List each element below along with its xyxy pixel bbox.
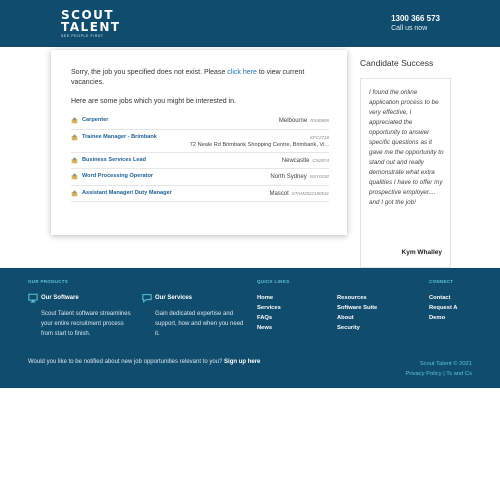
job-reference: RS40695: [310, 118, 329, 123]
candidate-success-heading: Candidate Success: [360, 58, 434, 68]
job-reference: CN2874: [312, 157, 329, 163]
site-header: [0, 0, 500, 47]
chat-bubble-icon: [142, 293, 152, 303]
job-location: North Sydney: [270, 174, 307, 180]
briefcase-icon: [71, 173, 78, 180]
footer-link-demo[interactable]: Demo: [429, 315, 446, 321]
job-location-block: [270, 173, 329, 181]
job-reference: KFC2716: [309, 134, 329, 140]
footer-link-news[interactable]: News: [257, 325, 273, 331]
our-services-heading[interactable]: [142, 293, 192, 303]
testimonial-author: Kym Whalley: [401, 249, 442, 256]
job-alert-text: Would you like to be notified about new job opportunities relevant to you?: [28, 359, 225, 365]
job-title[interactable]: Word Processing Operator: [82, 173, 154, 179]
job-reference: NSY0192: [309, 174, 329, 179]
job-location-block: [269, 190, 329, 198]
job-location-block: [190, 134, 329, 149]
testimonial-card: [360, 78, 451, 268]
our-products-heading: OUR PRODUCTS: [28, 279, 69, 284]
logo-tagline: SEE PEOPLE FIRST: [61, 34, 104, 38]
job-reference: STAM2022180531: [291, 190, 329, 196]
our-software-title[interactable]: Our Software: [41, 295, 79, 301]
logo-word-talent: TALENT: [61, 20, 121, 34]
phone-contact[interactable]: [391, 14, 440, 33]
site-footer: [0, 268, 500, 388]
job-address: 72 Neale Rd Brimbank Shopping Centre, Brimbank, Vi...: [189, 141, 329, 148]
footer-legal: [406, 359, 472, 379]
call-us-now-label: Call us now: [391, 25, 428, 32]
job-title[interactable]: Assistant Manager/ Duty Manager: [82, 189, 172, 196]
job-title[interactable]: Business Services Lead: [82, 156, 147, 163]
privacy-terms-links[interactable]: Privacy Policy | Ts and Cs: [405, 371, 472, 377]
quick-links-heading: QUICK LINKS: [257, 279, 290, 284]
footer-link-services[interactable]: Services: [257, 305, 281, 311]
our-services-description: Gain dedicated expertise and support, how and when you need it.: [155, 311, 244, 337]
our-software-heading[interactable]: [28, 293, 79, 303]
job-row[interactable]: [71, 169, 329, 186]
job-location-block: [282, 157, 329, 165]
job-row[interactable]: [71, 130, 329, 153]
our-services-title[interactable]: Our Services: [155, 295, 193, 301]
monitor-icon: [28, 293, 38, 303]
suggested-jobs-list: [71, 113, 329, 202]
briefcase-icon: [71, 117, 78, 124]
briefcase-icon: [71, 190, 78, 197]
scout-talent-logo[interactable]: [61, 9, 121, 38]
briefcase-icon: [71, 157, 78, 164]
logo-word-scout: SCOUT: [61, 8, 115, 22]
footer-link-contact[interactable]: Contact: [429, 295, 451, 301]
footer-link-resources[interactable]: Resources: [337, 295, 367, 301]
footer-link-software-suite[interactable]: Software Suite: [337, 305, 378, 311]
phone-number[interactable]: 1300 366 573: [391, 14, 440, 23]
job-location: Melbourne: [278, 118, 308, 124]
job-not-found-card: [51, 50, 347, 235]
footer-link-faqs[interactable]: FAQs: [257, 315, 273, 321]
notice-prefix: Sorry, the job you specified does not exist. Please: [71, 69, 228, 76]
job-location-block: [279, 117, 329, 125]
our-software-description: Scout Talent software streamlines your entire recruitment process from start to finish.: [41, 311, 131, 337]
suggested-jobs-intro: Here are some jobs which you might be interested in.: [71, 98, 236, 105]
job-location: Newcastle: [281, 157, 310, 164]
footer-link-request-a[interactable]: Request A: [429, 305, 458, 311]
briefcase-icon: [71, 134, 78, 141]
footer-link-security[interactable]: Security: [337, 325, 360, 331]
job-location: Mascot: [269, 190, 289, 197]
job-title[interactable]: Carpenter: [82, 117, 109, 123]
copyright-text: Scout Talent © 2021: [419, 361, 472, 367]
notice-suffix: to view current vacancies.: [71, 69, 305, 86]
footer-link-about[interactable]: About: [337, 315, 354, 321]
footer-link-home[interactable]: Home: [257, 295, 274, 301]
job-alert-prompt: [28, 359, 260, 365]
connect-heading: CONNECT: [429, 279, 454, 284]
view-vacancies-link[interactable]: click here: [227, 69, 257, 76]
sign-up-link[interactable]: Sign up here: [224, 359, 261, 365]
job-row[interactable]: [71, 186, 329, 203]
job-not-found-message: [71, 68, 333, 87]
job-row[interactable]: [71, 153, 329, 170]
job-row[interactable]: [71, 113, 329, 130]
testimonial-quote: I found the online application process to be very effective, I appreciated the opportunity to answer specific questions as it gave me the opportunity to stand out and really demonstrate what extra qualities I have to offer my prospective employer.... and I got the job!: [369, 89, 444, 206]
job-title[interactable]: Trainee Manager - Brimbank: [82, 133, 157, 140]
